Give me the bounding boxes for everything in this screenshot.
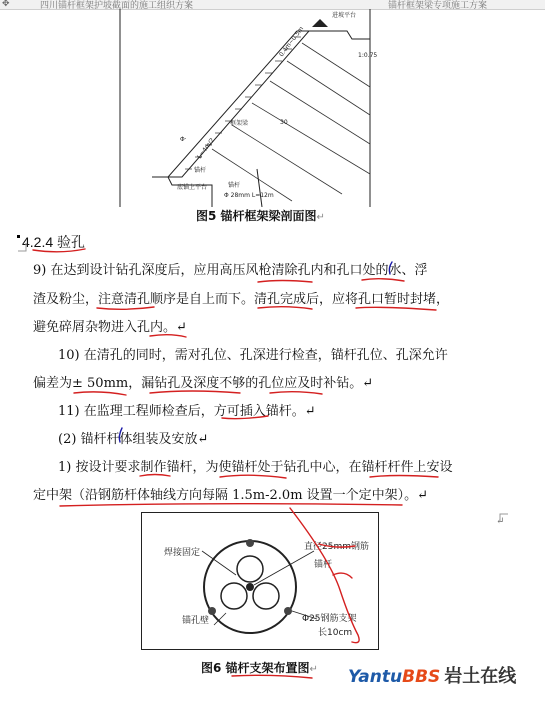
support-dot-top <box>246 539 254 547</box>
heading-bullet <box>17 235 20 238</box>
figure-6-caption <box>201 659 318 676</box>
label-slope-ratio: 1:0.75 <box>358 52 378 59</box>
paragraph-10-line-2: 偏差为± 50mm，漏钻孔及深度不够的孔位应及时补钻。↵ <box>33 376 374 391</box>
paragraph-9-line-3: 避免碎屑杂物进入孔内。↵ <box>33 320 187 335</box>
label-rebar: 直径25mm钢筋 <box>304 542 369 552</box>
figure-6-caption-text: 图6 锚杆支架布置图 <box>201 661 310 675</box>
paragraph-2-heading: (2) 锚杆杆体组装及安放↵ <box>58 432 209 447</box>
label-anchor-spec: Φ 28mm L=12m <box>224 192 274 199</box>
figure-6-support-drawing <box>141 512 379 650</box>
label-anchor: 锚杆 <box>314 560 333 570</box>
paragraph-11: 11) 在监理工程师检查后，方可插入锚杆。↵ <box>58 404 316 419</box>
label-support-length: 长10cm <box>318 628 353 638</box>
paragraph-mark: ↵ <box>316 212 325 223</box>
paragraph-10-line-1: 10) 在清孔的同时，需对孔位、孔深进行检查，锚杆孔位、孔深允许 <box>58 348 448 363</box>
figure-5-caption-text: 图5 锚杆框架梁剖面图 <box>196 209 317 223</box>
logo-part-1: Yantu <box>348 667 403 687</box>
top-platform-line <box>309 31 370 39</box>
label-length: L=4m/2 <box>196 136 216 161</box>
move-handle-icon[interactable]: ✥ <box>2 0 10 9</box>
paragraph-mark: ↵ <box>496 516 505 527</box>
header-right-text: 锚杆框架梁专项施工方案 <box>388 1 488 10</box>
top-marker <box>312 19 328 27</box>
label-anchor: 锚杆 <box>194 167 207 174</box>
label-anchor-spacing: 30 <box>280 119 288 126</box>
paragraph-1-line-2: 定中架（沿钢筋杆体轴线方向每隔 1.5m-2.0m 设置一个定中架）。↵ <box>33 488 429 503</box>
label-frame-beam: 框架梁 <box>230 120 249 127</box>
rebar-circle-top <box>237 556 263 582</box>
support-dot-left <box>208 607 216 615</box>
label-weld: 焊接固定 <box>164 548 201 558</box>
logo-part-3: 岩土在线 <box>444 666 517 687</box>
label-support: Φ25钢筋支架 <box>302 614 357 624</box>
site-watermark-logo <box>348 662 516 688</box>
figure-5-section-drawing <box>112 9 387 207</box>
label-bottom-platform: 底锚上平台 <box>177 184 208 191</box>
paragraph-mark: ↵ <box>309 664 318 675</box>
label-platform: 进坡平台 <box>332 12 357 19</box>
section-heading-4-2-4 <box>22 232 85 252</box>
figure-5-caption <box>196 207 325 224</box>
support-dot-right <box>284 607 292 615</box>
section-heading-text: 4.2.4 验孔 <box>22 234 86 250</box>
paragraph-9-line-1: 9) 在达到设计钻孔深度后，应用高压风枪清除孔内和孔口处的水、浮 <box>33 263 428 278</box>
rebar-circle-left <box>221 583 247 609</box>
anchor-center <box>246 583 254 591</box>
logo-part-2: BBS <box>402 667 441 687</box>
paragraph-1-line-1: 1) 按设计要求制作锚杆，为使锚杆处于钻孔中心，在锚杆杆件上安设 <box>58 460 453 475</box>
bottom-platform-line <box>152 177 212 207</box>
slope-band <box>168 31 309 177</box>
header-left-text: 四川锚杆框架护坡截面的施工组织方案 <box>40 1 194 10</box>
rebar-circle-right <box>253 583 279 609</box>
label-hole-wall: 锚孔壁 <box>182 616 210 626</box>
label-slope-top: 0.4m~0.5m <box>278 25 306 59</box>
paragraph-9-line-2: 渣及粉尘，注意清孔顺序是自上而下。清孔完成后，应将孔口暂时封堵， <box>33 292 450 307</box>
figure-6-svg <box>142 513 378 649</box>
label-width: Φ· <box>180 136 187 143</box>
label-anchor-rod: 锚杆 <box>228 182 241 189</box>
